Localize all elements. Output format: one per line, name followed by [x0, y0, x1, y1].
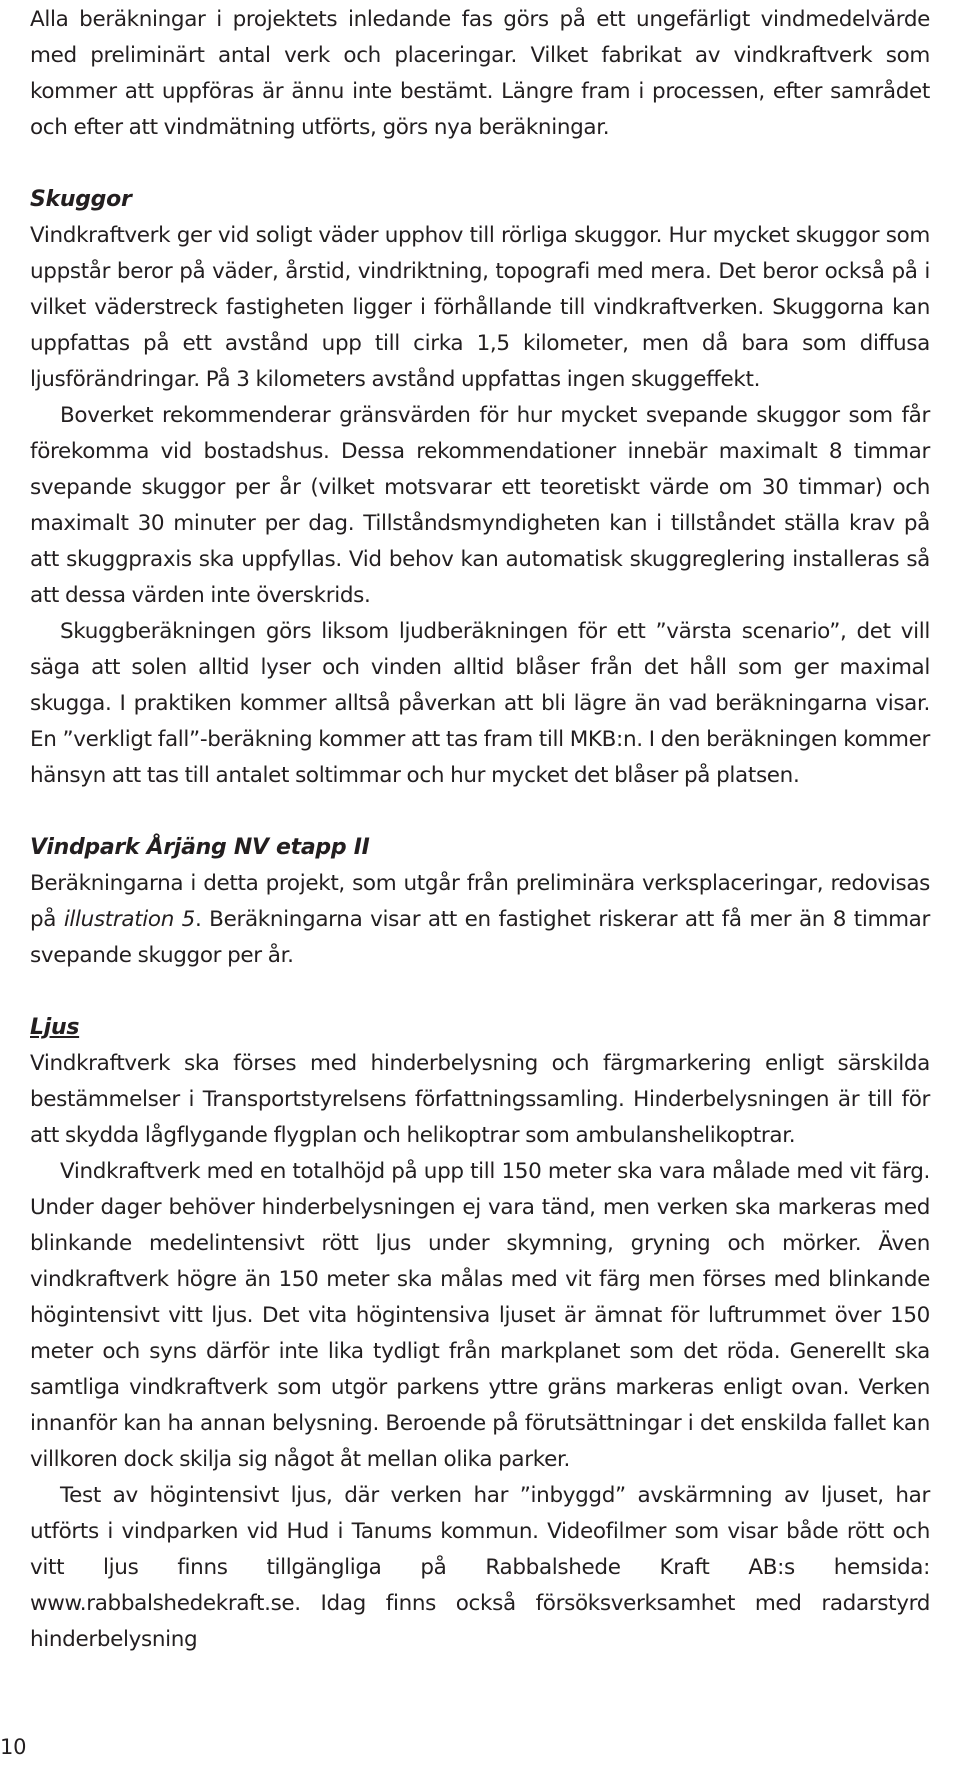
project-paragraph — [30, 866, 930, 974]
shadows-paragraph-1: Vindkraftverk ger vid soligt väder upphov till rörliga skuggor. Hur mycket skuggor som uppstår beror på väder, årstid, vindriktning, topografi med mera. Det beror också på i vilket väderstreck fastigheten ligger i förhållande till vindkraftverken. Skuggorna kan uppfattas på ett avstånd upp till cirka 1,5 kilometer, men då bara som diffusa ljusförändringar. På 3 kilometers avstånd uppfattas ingen skuggeffekt. — [30, 223, 930, 392]
shadows-paragraph-2: Boverket rekommenderar gränsvärden för hur mycket svepande skuggor som får förekomma vid bostadshus. Dessa rekommendationer innebär maximalt 8 timmar svepande skuggor per år (vilket motsvarar ett teoretiskt värde om 30 timmar) och maximalt 30 minuter per dag. Tillståndsmyndigheten kan i tillståndet ställa krav på att skuggpraxis ska uppfyllas. Vid behov kan automatisk skuggreglering installeras så att dessa värden inte överskrids. — [30, 403, 930, 608]
light-paragraph-2: Vindkraftverk med en totalhöjd på upp till 150 meter ska vara målade med vit färg. Under dager behöver hinderbelysningen ej vara tänd, men verken ska markeras med blinkande medelintensivt rött ljus under skymning, gryning och mörker. Även vindkraftverk högre än 150 meter ska målas med vit färg men förses med blinkande högintensivt vitt ljus. Det vita högintensiva ljuset är ämnat för luftrummet över 150 meter och syns därför inte lika tydligt från markplanet som det röda. Generellt ska samtliga vindkraftverk som utgör parkens yttre gräns markeras enligt ovan. Verken innanför kan ha annan belysning. Beroende på förutsättningar i det enskilda fallet kan villkoren dock skilja sig något åt mellan olika parker. — [30, 1159, 930, 1472]
section-spacer — [30, 794, 930, 830]
project-heading: Vindpark Årjäng NV etapp II — [30, 835, 370, 860]
illustration-reference: illustration 5 — [63, 907, 196, 932]
light-heading: Ljus — [30, 1015, 80, 1040]
project-text-before: Beräkningarna i detta projekt, som utgår från preliminära verksplaceringar, redovisas på — [30, 871, 930, 932]
section-spacer — [30, 974, 930, 1010]
intro-paragraph: Alla beräkningar i projektets inledande fas görs på ett ungefärligt vindmedelvärde med preliminärt antal verk och placeringar. Vilket fabrikat av vindkraftverk som kommer att uppföras är ännu inte bestämt. Längre fram i processen, efter samrådet och efter att vindmätning utförts, görs nya beräkningar. — [30, 7, 930, 140]
shadows-paragraph-3: Skuggberäkningen görs liksom ljudberäkningen för ett ”värsta scenario”, det vill säga att solen alltid lyser och vinden alltid blåser från det håll som ger maximal skugga. I praktiken kommer alltså påverkan att bli lägre än vad beräkningarna visar. En ”verkligt fall”-beräkning kommer att tas fram till MKB:n. I den beräkningen kommer hänsyn att tas till antalet soltimmar och hur mycket det blåser på platsen. — [30, 619, 930, 788]
project-text-after: . Beräkningarna visar att en fastighet riskerar att få mer än 8 timmar svepande skuggor per år. — [30, 907, 930, 968]
page-number: 10 — [0, 1735, 27, 1759]
document-page — [30, 0, 930, 1658]
light-paragraph-3: Test av högintensivt ljus, där verken har ”inbyggd” avskärmning av ljuset, har utförts i vindparken vid Hud i Tanums kommun. Videofilmer som visar både rött och vitt ljus finns tillgängliga på Rabbalshede Kraft AB:s hemsida: www.rabbalshedekraft.se. Idag finns också försöksverksamhet med radarstyrd hinderbelysning — [30, 1483, 930, 1652]
shadows-heading: Skuggor — [30, 187, 132, 212]
light-paragraph-1: Vindkraftverk ska förses med hinderbelysning och färgmarkering enligt särskilda bestämmelser i Transportstyrelsens författningssamling. Hinderbelysningen är till för att skydda lågflygande flygplan och helikoptrar som ambulanshelikoptrar. — [30, 1051, 930, 1148]
section-spacer — [30, 146, 930, 182]
